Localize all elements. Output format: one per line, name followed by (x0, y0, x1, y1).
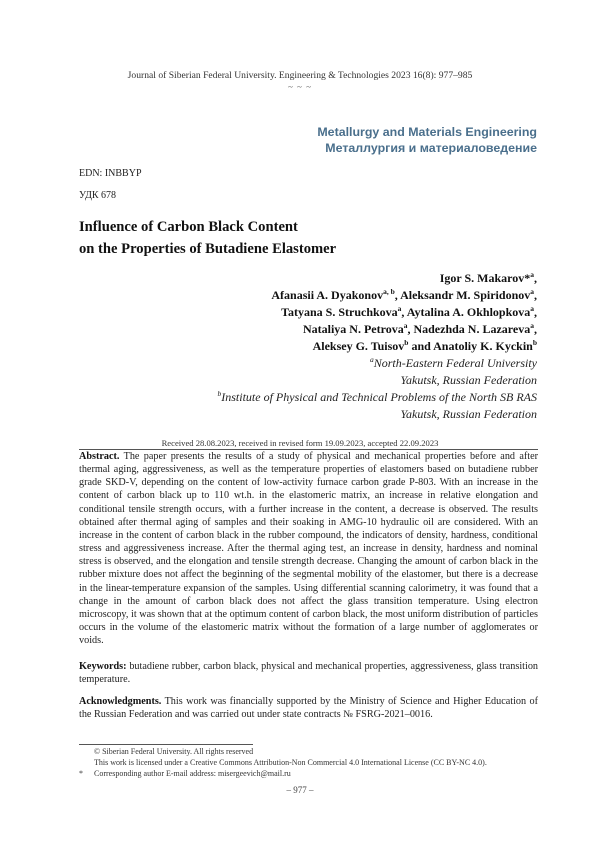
acknowledgments-label: Acknowledgments. (79, 696, 162, 707)
acknowledgments (79, 695, 538, 721)
corresponding-author-note (79, 769, 291, 778)
author-affiliation-mark: a (397, 304, 402, 313)
license-notice: This work is licensed under a Creative Commons Attribution-Non Commercial 4.0 International License (CC BY-NC 4.0). (94, 758, 487, 767)
footnote-divider (79, 744, 253, 745)
author-line-3 (281, 305, 537, 320)
affiliation-b-city: Yakutsk, Russian Federation (400, 407, 537, 421)
udk-code: УДК 678 (79, 190, 117, 201)
keywords-text: butadiene rubber, carbon black, physical and mechanical properties, aggressiveness, glass transition temperature. (79, 661, 539, 686)
paper-title-line-1: Influence of Carbon Black Content (79, 219, 298, 235)
author-affiliation-mark: a (530, 304, 534, 313)
abstract (79, 450, 538, 647)
author-name: Anatoliy K. Kyckin (433, 339, 533, 353)
author-name: Aleksey G. Tuisov (312, 339, 405, 353)
author-separator: , (534, 271, 537, 285)
author-line-4 (303, 322, 537, 337)
author-separator: , (534, 305, 537, 319)
author-name: Afanasii A. Dyakonov (271, 288, 384, 302)
edn-code: EDN: INBBYP (79, 168, 142, 179)
affiliation-b-org (218, 390, 538, 405)
author-name: Nataliya N. Petrova (302, 322, 404, 336)
footnote-star: * (79, 769, 83, 778)
author-name: Tatyana S. Struchkova (281, 305, 398, 319)
author-affiliation-mark: b (404, 338, 409, 347)
abstract-text: The paper presents the results of a study of physical and mechanical properties before and after thermal aging, aggressiveness, as well as the temperature properties of elastomers based on butadiene rubber grade SKD-V, depending on the content of low-activity furnace carbon grade P-803. With an increase in the content of carbon black up to 110 wt.h. in the elastomeric matrix, an increase in relative elongation and conditional tensile strength occurs, with a further increase in the content, a decrease is observed. The results obtained after thermal aging of samples and their soaking in AMG-10 hydraulic oil are considered. With an increase in the content of carbon black in the rubber compound, the indicators of density, hardness, conditional stress and aggressiveness increase. After the thermal aging test, an increase in density, hardness and nominal stress is observed, and the elongation and tensile strength decrease. Changing the amount of carbon black in the rubber mixture does not affect the beginning of the segmental mobility of the elastomer, but there is a decrease in the linear-temperature expansion of the samples. Using differential scanning calorimetry, it was found that a change in the amount of carbon black does not affect the glass transition temperature. Using electron microscopy, it was shown that at the optimum content of carbon black, the most uniform distribution of particles occurs in the volume of the elastomeric matrix without the formation of a large number of agglomerates or voids. (79, 451, 538, 647)
paper-title-line-2: on the Properties of Butadiene Elastomer (79, 241, 337, 257)
author-affiliation-mark: a (530, 270, 534, 279)
journal-header: Journal of Siberian Federal University. Engineering & Technologies 2023 16(8): 977–985 (127, 70, 473, 81)
author-name: Aytalina A. Okhlopkova (406, 305, 531, 319)
affiliation-name: Institute of Physical and Technical Problems of the North SB RAS (221, 390, 537, 404)
author-line-2 (271, 288, 537, 303)
author-affiliation-mark: a, b (383, 287, 395, 296)
author-line-1 (440, 271, 537, 286)
section-title-en: Metallurgy and Materials Engineering (317, 125, 537, 139)
affiliation-a-city: Yakutsk, Russian Federation (400, 373, 537, 387)
author-separator: , (534, 288, 537, 302)
header-separator: ~ ~ ~ (287, 82, 313, 92)
author-separator: , (394, 288, 401, 302)
author-affiliation-mark: b (532, 338, 537, 347)
page-number: – 977 – (286, 785, 314, 795)
keywords-label: Keywords: (79, 661, 127, 672)
author-name: Aleksandr M. Spiridonov (400, 288, 531, 302)
copyright-notice: © Siberian Federal University. All rights reserved (94, 747, 254, 756)
author-name: Igor S. Makarov* (439, 271, 531, 285)
author-affiliation-mark: a (530, 321, 534, 330)
author-affiliation-mark: a (403, 321, 408, 330)
author-line-5 (313, 339, 537, 354)
affiliation-name: North-Eastern Federal University (373, 356, 537, 370)
keywords (79, 660, 538, 686)
acknowledgments-text: This work was financially supported by the Ministry of Science and Higher Education of the Russian Federation and was carried out under state contracts № FSRG-2021–0016. (79, 696, 538, 721)
abstract-label: Abstract. (79, 451, 120, 462)
author-separator: and (408, 339, 434, 353)
author-separator: , (534, 322, 537, 336)
corresponding-author-text: Corresponding author E-mail address: misergeevich@mail.ru (94, 769, 291, 778)
author-affiliation-mark: a (530, 287, 534, 296)
author-separator: , (407, 322, 414, 336)
affiliation-mark: a (369, 355, 374, 364)
affiliation-a-org (370, 356, 537, 371)
author-name: Nadezhda N. Lazareva (413, 322, 531, 336)
received-dates: Received 28.08.2023, received in revised form 19.09.2023, accepted 22.09.2023 (161, 438, 439, 448)
author-separator: , (401, 305, 407, 319)
affiliation-mark: b (217, 389, 222, 398)
section-title-ru: Металлургия и материаловедение (325, 141, 537, 155)
